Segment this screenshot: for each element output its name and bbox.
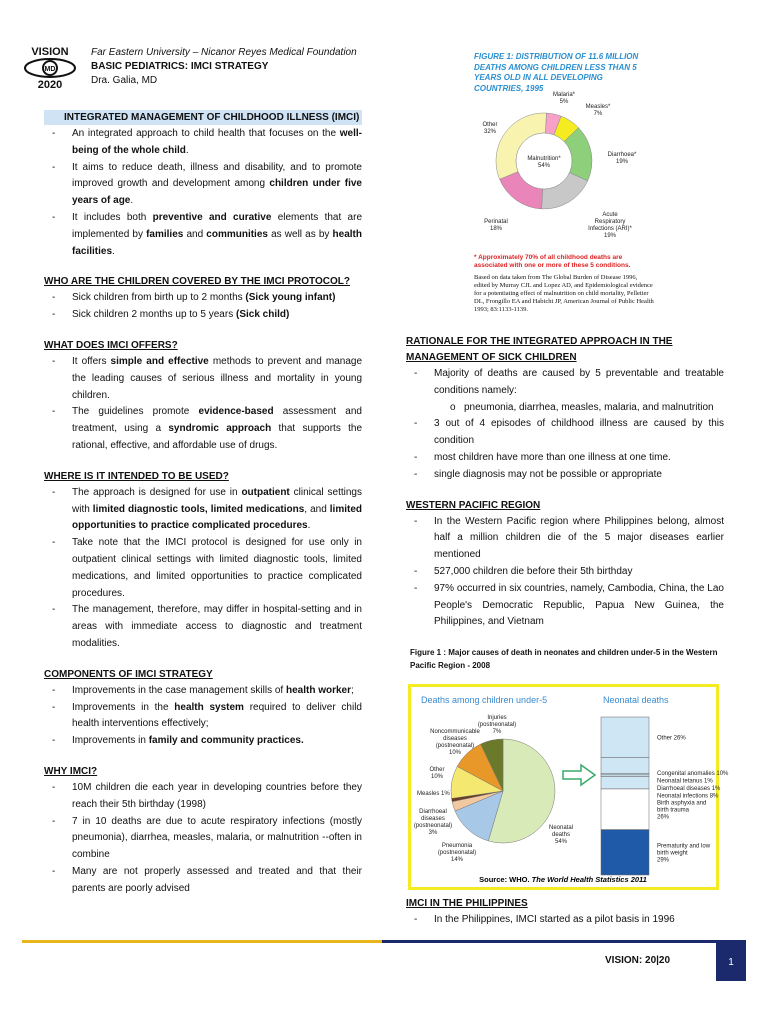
where-list	[44, 485, 362, 653]
institution-name: Far Eastern University – Nicanor Reyes Medical Foundation	[91, 47, 357, 58]
rationale-item: o pneumonia, diarrhea, measles, malaria, and malnutrition	[406, 400, 724, 417]
components-list	[44, 683, 362, 750]
figure1-note: * Approximately 70% of all childhood deaths are associated with one or more of these 5 conditions.	[474, 254, 631, 269]
rationale-list	[406, 366, 724, 484]
where-item: - The approach is designed for use in outpatient clinical settings with limited diagnostic tools, limited medications, and limited opportunities to practice complicated procedures.	[44, 485, 362, 535]
donut-label-acute-respiratory-infections-ari: Acute Respiratory Infections (ARI)* 19%	[588, 212, 632, 239]
svg-text:MD: MD	[44, 66, 56, 73]
offers-item: - It offers simple and effective methods to prevent and manage the leading causes of serious illness and mortality in young children.	[44, 354, 362, 404]
intro-item: - It aims to reduce death, illness and disability, and to promote improved growth and development among children under five years of age.	[44, 160, 362, 210]
who-item: - Sick children from birth up to 2 months (Sick young infant)	[44, 290, 362, 307]
footer-bar	[22, 940, 746, 943]
bar2-label-other: Other 26%	[657, 735, 686, 742]
offers-item: - The guidelines promote evidence-based assessment and treatment, using a syndromic approach that supports the rational, effective, and affordable use of drugs.	[44, 404, 362, 454]
pie2-label-diarrhoeal-diseases-postneonatal: Diarrhoeal diseases (postneonatal) 3%	[413, 809, 453, 836]
donut-label-measles: Measles* 7%	[585, 104, 611, 117]
rationale-item: - 3 out of 4 episodes of childhood illness are caused by this condition	[406, 416, 724, 450]
heading-where: WHERE IS IT INTENDED TO BE USED?	[44, 470, 229, 482]
who-item: - Sick children 2 months up to 5 years (Sick child)	[44, 307, 362, 324]
philippines-section	[406, 896, 724, 929]
svg-text:2020: 2020	[37, 79, 63, 91]
wpr-list	[406, 514, 724, 632]
footer-vision-label: VISION: 20|20	[605, 955, 671, 966]
heading-wpr: WESTERN PACIFIC REGION	[406, 499, 541, 511]
pie2-label-pneumonia-postneonatal: Pneumonia (postneonatal) 14%	[437, 843, 477, 863]
pie2-label-other: Other 10%	[429, 767, 445, 780]
donut-center-label: Malnutrition* 54%	[527, 156, 561, 169]
bar2-segment-neonatal-infections	[601, 776, 649, 789]
document-header	[91, 46, 357, 88]
why-item: - Many are not properly assessed and treated and that their parents are poorly advised	[44, 864, 362, 898]
figure1-source: Based on data taken from The Global Burden of Disease 1996, edited by Murray CJL and Lopez AD, and Epidemiological evidence for a potentiating effect of malnutrition on child mortality, Pelletier DL, Frongillo EA and Habicht JP, American Journal of Public Health 1993; 83:1133-1139.	[474, 274, 654, 313]
heading-rationale: RATIONALE FOR THE INTEGRATED APPROACH IN THE MANAGEMENT OF SICK CHILDREN	[406, 336, 673, 363]
donut-label-other: Other 32%	[482, 122, 498, 135]
wpr-item: - In the Western Pacific region where Philippines belong, almost half a million children die of the 5 major diseases earlier mentioned	[406, 514, 724, 564]
why-item: - 10M children die each year in developing countries before they reach their 5th birthday (1998)	[44, 780, 362, 814]
bar2-segment-congenital-anomalies	[601, 758, 649, 774]
imci-intro-list	[44, 126, 362, 260]
philippines-item: - In the Philippines, IMCI started as a pilot basis in 1996	[406, 912, 724, 929]
bar2-title: Neonatal deaths	[603, 695, 669, 705]
page-number: 1	[716, 943, 746, 981]
author: Dra. Galia, MD	[91, 75, 158, 86]
bar2-segment-birth-asphyxia-and-birth-trauma	[601, 789, 649, 830]
why-item: - 7 in 10 deaths are due to acute respiratory infections (mostly pneumonia), diarrhea, measles, malaria, or malnutrition --often in combine	[44, 814, 362, 864]
philippines-list	[406, 912, 724, 929]
heading-who: WHO ARE THE CHILDREN COVERED BY THE IMCI PROTOCOL?	[44, 276, 350, 288]
why-list	[44, 780, 362, 898]
pie2-label-injuries-postneonatal: Injuries (postneonatal) 7%	[477, 715, 517, 735]
pie2-label-neonatal-deaths: Neonatal deaths 54%	[548, 825, 574, 845]
heading-philippines: IMCI IN THE PHILIPPINES	[406, 898, 528, 909]
components-item: - Improvements in the health system required to deliver child health interventions effectively;	[44, 700, 362, 734]
heading-offers: WHAT DOES IMCI OFFERS?	[44, 339, 178, 351]
figure1-donut-chart	[472, 88, 672, 253]
components-item: - Improvements in family and community practices.	[44, 733, 362, 750]
rationale-item: - most children have more than one illness at one time.	[406, 450, 724, 467]
vision-logo	[20, 44, 80, 92]
rationale-item: - single diagnosis may not be possible or appropriate	[406, 467, 724, 484]
arrow-icon	[563, 765, 595, 785]
figure2-chart-box	[408, 684, 729, 890]
components-item: - Improvements in the case management skills of health worker;	[44, 683, 362, 700]
where-item: - The management, therefore, may differ in hospital-setting and in areas with immediate access to diagnostic and treatment modalities.	[44, 602, 362, 652]
wpr-item: - 527,000 children die before their 5th birthday	[406, 564, 724, 581]
wpr-item: - 97% occurred in six countries, namely, Cambodia, China, the Lao People's Democratic Republic, Papua New Guinea, the Philippines, and Vietnam	[406, 581, 724, 631]
bar2-segment-other	[601, 717, 649, 758]
right-column	[406, 334, 724, 631]
pie2-title: Deaths among children under-5	[421, 695, 548, 705]
rationale-item: - Majority of deaths are caused by 5 preventable and treatable conditions namely:	[406, 366, 724, 400]
pie2-label-measles: Measles 1%	[417, 791, 450, 797]
bar2-label-prematurity-and-low-birth-weight: Prematurity and low birth weight 29%	[657, 843, 711, 864]
figure1-caption: FIGURE 1: DISTRIBUTION OF 11.6 MILLION DEATHS AMONG CHILDREN LESS THAN 5 YEARS OLD IN ALL DEVELOPING COUNTRIES, 1995	[474, 52, 639, 93]
donut-label-diarrhoea: Diarrhoea* 19%	[607, 152, 637, 165]
heading-components: COMPONENTS OF IMCI STRATEGY	[44, 668, 213, 680]
intro-item: - An integrated approach to child health that focuses on the well-being of the whole child.	[44, 126, 362, 160]
section-title-imci: INTEGRATED MANAGEMENT OF CHILDHOOD ILLNESS (IMCI)	[44, 110, 362, 125]
bar2-segment-prematurity-and-low-birth-weight	[601, 830, 649, 875]
svg-text:VISION: VISION	[31, 46, 69, 58]
bar2-label-birth-asphyxia-and-birth-trauma: Birth asphyxia and birth trauma 26%	[657, 800, 707, 821]
donut-label-malaria: Malaria* 5%	[552, 92, 576, 105]
where-item: - Take note that the IMCI protocol is designed for use only in outpatient clinical settings with limited diagnostic tools, limited medications, and limited opportunities to practice complicated procedures.	[44, 535, 362, 602]
course-title: BASIC PEDIATRICS: IMCI STRATEGY	[91, 61, 269, 72]
left-column	[44, 110, 362, 897]
heading-why: WHY IMCI?	[44, 765, 98, 777]
bar2-label-neonatal-infections: Neonatal infections 8%	[657, 793, 719, 800]
intro-item: - It includes both preventive and curative elements that are implemented by families and communities as well as by health facilities.	[44, 210, 362, 260]
bar2-label-neonatal-tetanus: Neonatal tetanus 1%	[657, 778, 713, 785]
offers-list	[44, 354, 362, 455]
pie2-label-noncommunicable-diseases-postneonatal: Noncommunicable diseases (postneonatal) 10%	[430, 729, 480, 756]
figure2-title: Figure 1 : Major causes of death in neonates and children under-5 in the Western Pacific Region - 2008	[410, 648, 718, 670]
bar2-label-congenital-anomalies: Congenital anomalies 10%	[657, 771, 729, 777]
figure2-source: Source: WHO. The World Health Statistics 2011	[479, 875, 647, 884]
donut-label-perinatal: Perinatal 18%	[484, 219, 508, 232]
who-list	[44, 290, 362, 324]
bar2-label-diarrhoeal-diseases: Diarrhoeal diseases 1%	[657, 786, 721, 792]
